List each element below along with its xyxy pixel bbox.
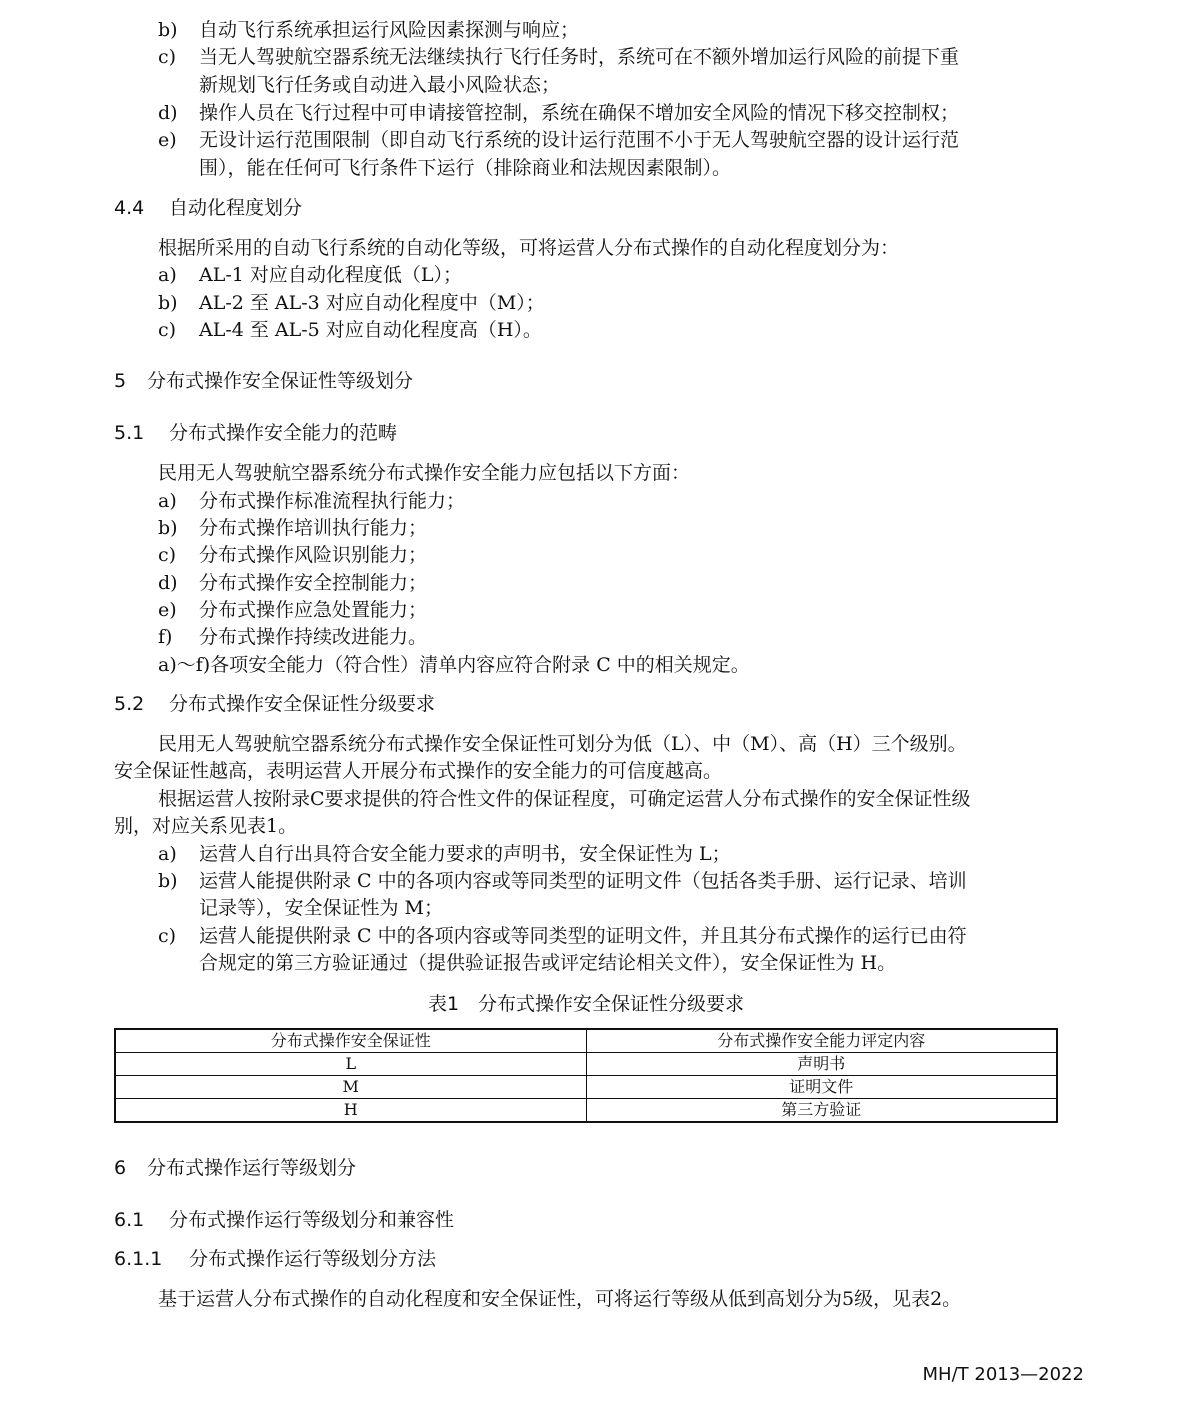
list-item: a) 运营人自行出具符合安全能力要求的声明书，安全保证性为 L；	[158, 843, 731, 865]
document-code: MH/T 2013—2022	[922, 1364, 1084, 1385]
paragraph: 根据所采用的自动飞行系统的自动化等级，可将运营人分布式操作的自动化程度划分为：	[158, 237, 900, 259]
list-item: d) 操作人员在飞行过程中可申请接管控制，系统在确保不增加安全风险的情况下移交控制权；	[158, 102, 960, 124]
section-heading-5-2: 5.2 分布式操作安全保证性分级要求	[114, 693, 436, 715]
list-item: b) 自动飞行系统承担运行风险因素探测与响应；	[158, 19, 580, 41]
list-item-continuation: 新规划飞行任务或自动进入最小风险状态；	[199, 74, 561, 96]
list-item: c) 分布式操作风险识别能力；	[158, 544, 428, 566]
table-header-cell: 分布式操作安全能力评定内容	[586, 1029, 1057, 1053]
paragraph: 民用无人驾驶航空器系统分布式操作安全能力应包括以下方面：	[158, 462, 691, 484]
section-heading-5: 5 分布式操作安全保证性等级划分	[114, 370, 414, 392]
table-header-row	[115, 1029, 1057, 1053]
section-heading-6-1: 6.1 分布式操作运行等级划分和兼容性	[114, 1209, 455, 1231]
table-row	[115, 1053, 1057, 1076]
paragraph: 民用无人驾驶航空器系统分布式操作安全保证性可划分为低（L）、中（M）、高（H）三个级别。	[158, 733, 967, 755]
list-item: b) 运营人能提供附录 C 中的各项内容或等同类型的证明文件（包括各类手册、运行记录、培训	[158, 870, 967, 892]
list-item: e) 分布式操作应急处置能力；	[158, 599, 428, 621]
list-item: c) 运营人能提供附录 C 中的各项内容或等同类型的证明文件，并且其分布式操作的运行已由符	[158, 925, 967, 947]
table-cell: L	[115, 1053, 586, 1076]
paragraph: 根据运营人按附录C要求提供的符合性文件的保证程度，可确定运营人分布式操作的安全保证性级	[158, 788, 971, 810]
table-cell: M	[115, 1076, 586, 1099]
list-item: a) 分布式操作标准流程执行能力；	[158, 490, 466, 512]
paragraph-continuation: 别，对应关系见表1。	[114, 815, 298, 837]
section-heading-6: 6 分布式操作运行等级划分	[114, 1157, 357, 1179]
list-item-continuation: 合规定的第三方验证通过（提供验证报告或评定结论相关文件），安全保证性为 H。	[199, 952, 897, 974]
section-heading-5-1: 5.1 分布式操作安全能力的范畴	[114, 422, 398, 444]
list-item: b) AL-2 至 AL-3 对应自动化程度中（M）；	[158, 292, 545, 314]
table-cell: 第三方验证	[586, 1099, 1057, 1123]
table-caption: 表1 分布式操作安全保证性分级要求	[427, 993, 745, 1015]
table-header-cell: 分布式操作安全保证性	[115, 1029, 586, 1053]
table-cell: H	[115, 1099, 586, 1123]
list-item: f) 分布式操作持续改进能力。	[158, 626, 428, 648]
list-item-continuation: 记录等），安全保证性为 M；	[199, 897, 443, 919]
table-row	[115, 1076, 1057, 1099]
list-item-continuation: 围），能在任何可飞行条件下运行（排除商业和法规因素限制）。	[199, 157, 732, 179]
list-item: c) 当无人驾驶航空器系统无法继续执行飞行任务时，系统可在不额外增加运行风险的前提下重	[158, 46, 960, 68]
paragraph-note: a)～f)各项安全能力（符合性）清单内容应符合附录 C 中的相关规定。	[158, 654, 750, 676]
section-heading-4-4: 4.4 自动化程度划分	[114, 197, 303, 219]
list-item: e) 无设计运行范围限制（即自动飞行系统的设计运行范围不小于无人驾驶航空器的设计运行范	[158, 129, 960, 151]
section-heading-6-1-1: 6.1.1 分布式操作运行等级划分方法	[114, 1248, 437, 1270]
table-cell: 声明书	[586, 1053, 1057, 1076]
paragraph-continuation: 安全保证性越高，表明运营人开展分布式操作的安全能力的可信度越高。	[114, 760, 723, 782]
list-item: d) 分布式操作安全控制能力；	[158, 572, 428, 594]
list-item: b) 分布式操作培训执行能力；	[158, 517, 428, 539]
assurance-level-table	[114, 1028, 1058, 1123]
paragraph: 基于运营人分布式操作的自动化程度和安全保证性，可将运行等级从低到高划分为5级，见表2。	[158, 1288, 962, 1310]
table-row	[115, 1099, 1057, 1123]
list-item: a) AL-1 对应自动化程度低（L）；	[158, 264, 463, 286]
table-cell: 证明文件	[586, 1076, 1057, 1099]
list-item: c) AL-4 至 AL-5 对应自动化程度高（H）。	[158, 319, 542, 341]
